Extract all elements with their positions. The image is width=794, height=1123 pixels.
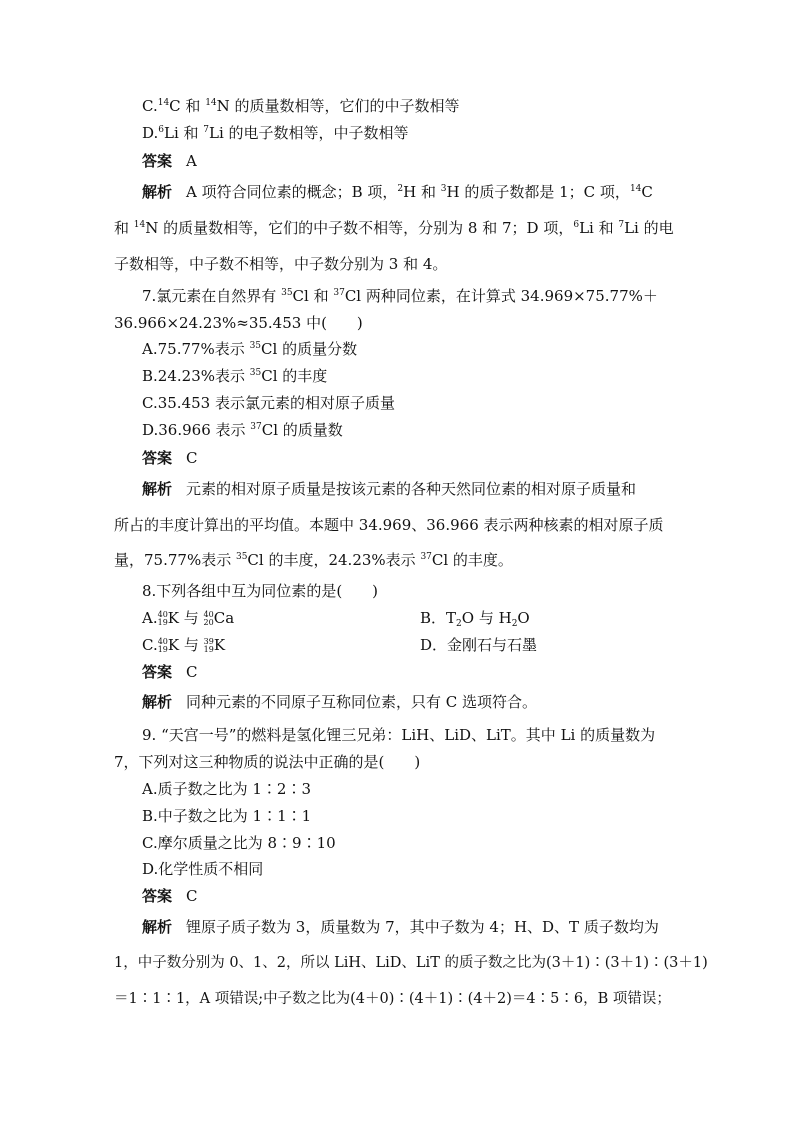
q8-analysis: 解析 同种元素的不同原子互称同位素，只有 C 选项符合。 [142, 693, 538, 711]
q7-option-a: A.75.77%表示 $^{35}$Cl 的质量分数 [142, 340, 358, 358]
analysis-label: 解析 [142, 480, 173, 498]
answer-label: 答案 [142, 152, 173, 170]
q8-option-b: B．$T_2O$ 与 $H_2O$ [420, 609, 530, 629]
q6-answer: 答案 A [142, 152, 197, 170]
q7-analysis-line2: 所占的丰度计算出的平均值。本题中 34.969、36.966 表示两种核素的相对原子质 [114, 516, 664, 534]
q6-analysis-line3: 子数相等，中子数不相等，中子数分别为 3 和 4。 [114, 255, 448, 273]
q6-analysis-line2: 和 $^{14}$N 的质量数相等，它们的中子数不相等，分别为 8 和 7；D 项，$^6$Li 和 $^7$Li 的电 [114, 219, 674, 237]
q7-stem-line1: 7.氯元素在自然界有 $^{35}$Cl 和 $^{37}$Cl 两种同位素，在计算式 34.969×75.77%＋ [142, 287, 658, 305]
q9-option-b: B.中子数之比为 1∶1∶1 [142, 807, 312, 825]
q9-stem-line2: 7，下列对这三种物质的说法中正确的是( ) [114, 753, 421, 771]
analysis-label: 解析 [142, 918, 173, 936]
q8-option-a: A. 40 19 K 与 40 20 Ca [142, 609, 235, 627]
q9-analysis-line2: 1，中子数分别为 0、1、2，所以 LiH、LiD、LiT 的质子数之比为(3＋1)∶(3＋1)∶(3＋1) [114, 955, 708, 971]
analysis-label: 解析 [142, 693, 173, 711]
q7-option-b: B.24.23%表示 $^{35}$Cl 的丰度 [142, 367, 328, 385]
answer-label: 答案 [142, 663, 173, 681]
analysis-label: 解析 [142, 183, 173, 201]
answer-label: 答案 [142, 449, 173, 467]
q9-analysis-line1: 解析 锂原子质子数为 3，质量数为 7，其中子数为 4；H、D、T 质子数均为 [142, 918, 659, 936]
q9-option-a: A.质子数之比为 1∶2∶3 [142, 780, 311, 798]
q9-answer: 答案 C [142, 887, 198, 905]
q8-answer: 答案 C [142, 663, 198, 681]
answer-label: 答案 [142, 887, 173, 905]
q7-option-d: D.36.966 表示 $^{37}$Cl 的质量数 [142, 421, 343, 439]
q9-option-c: C.摩尔质量之比为 8∶9∶10 [142, 834, 336, 852]
q9-analysis-line3: ＝1∶1∶1，A 项错误;中子数之比为(4＋0)∶(4＋1)∶(4＋2)＝4∶5∶6，B 项错误； [114, 991, 671, 1007]
q8-option-c: C. 40 19 K 与 39 19 K [142, 636, 226, 654]
q6-analysis-line1: 解析 A 项符合同位素的概念；B 项，$^2$H 和 $^3$H 的质子数都是 1；C 项，$^{14}$C [142, 183, 653, 201]
q7-answer: 答案 C [142, 449, 198, 467]
q6-option-c: C.$^{14}$C 和 $^{14}$N 的质量数相等，它们的中子数相等 [142, 97, 460, 115]
q8-option-d: D．金刚石与石墨 [420, 636, 538, 654]
q7-stem-line2: 36.966×24.23%≈35.453 中( ) [114, 314, 363, 332]
q9-stem-line1: 9. “天宫一号”的燃料是氢化锂三兄弟：LiH、LiD、LiT。其中 Li 的质量数为 [142, 726, 656, 744]
q8-stem: 8.下列各组中互为同位素的是( ) [142, 582, 379, 600]
q7-analysis-line1: 解析 元素的相对原子质量是按该元素的各种天然同位素的相对原子质量和 [142, 480, 637, 498]
q7-option-c: C.35.453 表示氯元素的相对原子质量 [142, 394, 395, 412]
q9-option-d: D.化学性质不相同 [142, 860, 264, 878]
q6-option-d: D.$^6$Li 和 $^7$Li 的电子数相等，中子数相等 [142, 124, 409, 142]
q7-analysis-line3: 量，75.77%表示 $^{35}$Cl 的丰度，24.23%表示 $^{37}$Cl 的丰度。 [114, 551, 513, 569]
